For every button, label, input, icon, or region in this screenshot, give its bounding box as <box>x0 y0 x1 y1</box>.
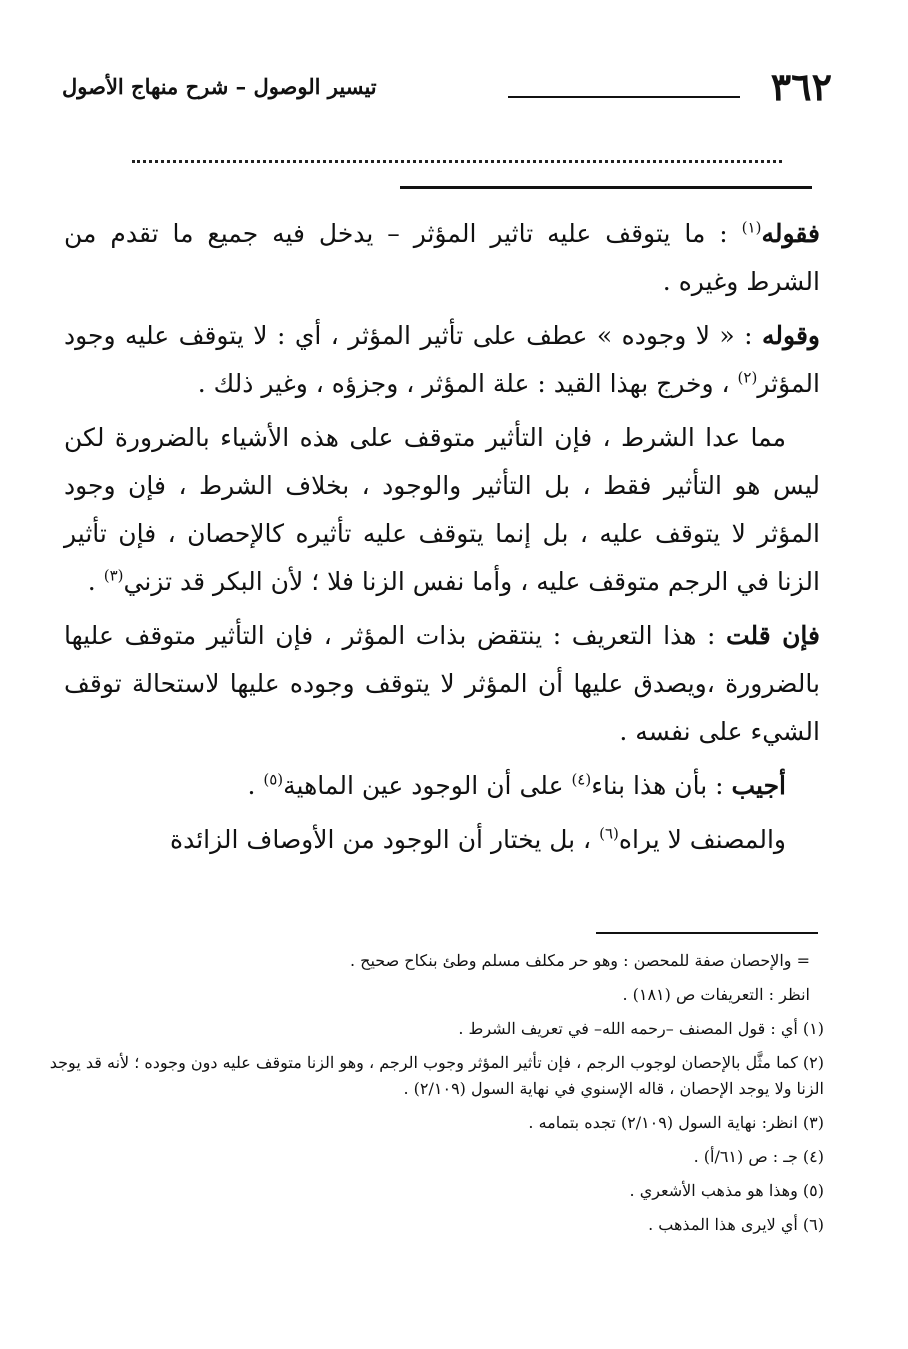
paragraph-text: : هذا التعريف : ينتقض بذات المؤثر ، فإن التأثير متوقف عليها بالضرورة ،ويصدق عليها أن المؤثر لا يتوقف وجوده عليها لاستحالة توقف الشيء على نفسه . <box>64 621 820 746</box>
footnote-ref: (٥) <box>263 770 284 789</box>
page-number: ٣٦٢ <box>770 64 832 109</box>
running-title: تيسير الوصول – شرح منهاج الأصول <box>62 74 377 99</box>
paragraph-2 <box>64 312 820 408</box>
top-rule <box>400 186 812 189</box>
footnote-item: (٣) انظر: نهاية السول (٢/١٠٩) تجده بتمامه . <box>528 1113 824 1132</box>
footnote-rule <box>596 932 818 934</box>
paragraph-text: . <box>247 771 264 800</box>
paragraph-text: مما عدا الشرط ، فإن التأثير متوقف على هذه الأشياء بالضرورة لكن ليس هو التأثير فقط ، بل التأثير والوجود ، بخلاف الشرط ، فإن وجود المؤثر لا يتوقف عليه ، بل إنما يتوقف عليه تأثيره كالإحصان ، فإن تأثير الزنا في الرجم متوقف عليه ، وأما نفس الزنا فلا ؛ لأن البكر قد تزني <box>64 423 820 596</box>
paragraph-lead: وقوله <box>762 321 820 350</box>
paragraph-4 <box>64 612 820 756</box>
footnote-ref: (٤) <box>571 770 592 789</box>
paragraph-text: : بأن هذا بناء <box>591 771 732 800</box>
main-text <box>64 210 820 870</box>
footnote-item: (٦) أي لايرى هذا المذهب . <box>648 1215 824 1234</box>
footnote-item: (١) أي : قول المصنف –رحمه الله– في تعريف الشرط . <box>458 1019 824 1038</box>
footnote-item: (٥) وهذا هو مذهب الأشعري . <box>629 1181 824 1200</box>
footnote-ref: (٦) <box>599 824 619 843</box>
paragraph-text: ، وخرج بهذا القيد : علة المؤثر ، وجزؤه ، وغير ذلك . <box>197 369 738 398</box>
footnote-continuation: = والإحصان صفة للمحصن : وهو حر مكلف مسلم وطئ بنكاح صحيح . <box>349 951 810 970</box>
footnotes <box>40 944 824 1242</box>
paragraph-lead: فقوله <box>761 219 820 248</box>
footnote-ref: (٣) <box>103 566 124 585</box>
footnote-ref: (١) <box>741 218 762 237</box>
paragraph-3 <box>64 414 820 606</box>
paragraph-text: : « لا وجوده » عطف على تأثير المؤثر ، أي : لا يتوقف عليه وجود المؤثر <box>64 321 820 398</box>
paragraph-text: : ما يتوقف عليه تاثير المؤثر – يدخل فيه جميع ما تقدم من الشرط وغيره . <box>64 219 820 296</box>
footnote-ref: (٢) <box>737 368 758 387</box>
paragraph-5 <box>64 762 820 810</box>
paragraph-text: ، بل يختار أن الوجود من الأوصاف الزائدة <box>169 825 600 854</box>
footnote-item: (٤) جـ : ص (٦١/أ) . <box>693 1147 824 1166</box>
footnote-continuation: انظر : التعريفات ص (١٨١) . <box>622 985 810 1004</box>
paragraph-text: على أن الوجود عين الماهية <box>283 771 572 800</box>
paragraph-lead: أجيب <box>731 771 786 800</box>
paragraph-1 <box>64 210 820 306</box>
footnote-item: (٢) كما مثَّل بالإحصان لوجوب الرجم ، فإن تأثير المؤثر وجوب الرجم ، وهو الزنا متوقف عليه دون وجوده ؛ لأنه قد يوجد الزنا ولا يوجد الإحصان ، قاله الإسنوي في نهاية السول (٢/١٠٩) . <box>49 1053 824 1098</box>
page-header <box>62 62 832 112</box>
header-rule <box>508 96 740 98</box>
paragraph-text: والمصنف لا يراه <box>618 825 786 854</box>
paragraph-lead: فإن قلت <box>725 621 821 650</box>
paragraph-text: . <box>87 567 104 596</box>
paragraph-6 <box>64 816 820 864</box>
dotted-separator <box>132 146 782 163</box>
